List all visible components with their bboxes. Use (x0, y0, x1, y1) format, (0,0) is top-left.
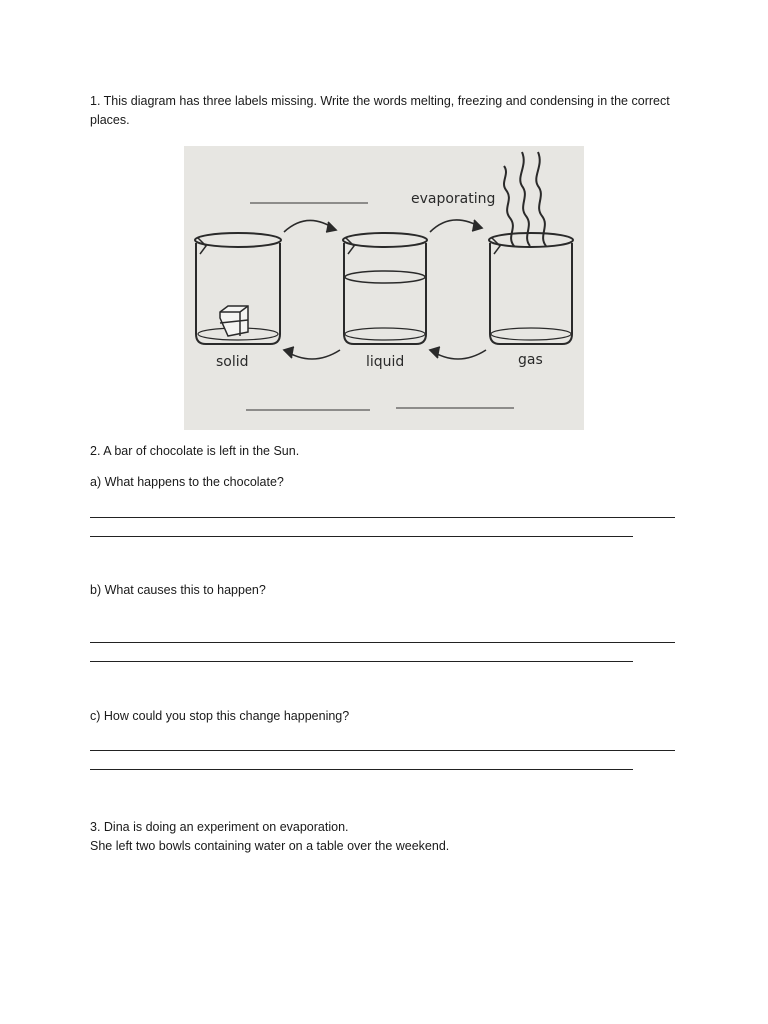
arrow-liquid-to-solid (284, 347, 340, 359)
question-3-line-1: 3. Dina is doing an experiment on evaporation. (90, 820, 349, 834)
question-2-intro: 2. A bar of chocolate is left in the Sun. (90, 444, 300, 458)
question-2c: c) How could you stop this change happening? (90, 709, 350, 723)
ice-cube-icon (220, 306, 248, 336)
arrow-solid-to-liquid (284, 220, 336, 232)
beaker-gas (489, 233, 573, 344)
label-liquid: liquid (366, 354, 405, 370)
label-evaporating: evaporating (411, 191, 496, 207)
answer-line[interactable] (90, 642, 675, 643)
arrow-gas-to-liquid (430, 347, 486, 359)
question-3-line-2: She left two bowls containing water on a table over the weekend. (90, 839, 450, 853)
question-2b: b) What causes this to happen? (90, 583, 266, 597)
question-1-text: 1. This diagram has three labels missing. Write the words melting, freezing and condensing in the correct places. (90, 94, 670, 127)
beaker-liquid (343, 233, 427, 344)
label-gas: gas (518, 352, 543, 368)
label-solid: solid (216, 354, 249, 370)
answer-line[interactable] (90, 536, 633, 537)
arrow-liquid-to-gas (430, 220, 482, 232)
answer-line[interactable] (90, 750, 675, 751)
answer-line[interactable] (90, 517, 675, 518)
steam-icon (504, 152, 546, 246)
states-of-matter-diagram (184, 146, 584, 430)
answer-line[interactable] (90, 769, 633, 770)
answer-line[interactable] (90, 661, 633, 662)
question-2a: a) What happens to the chocolate? (90, 475, 284, 489)
